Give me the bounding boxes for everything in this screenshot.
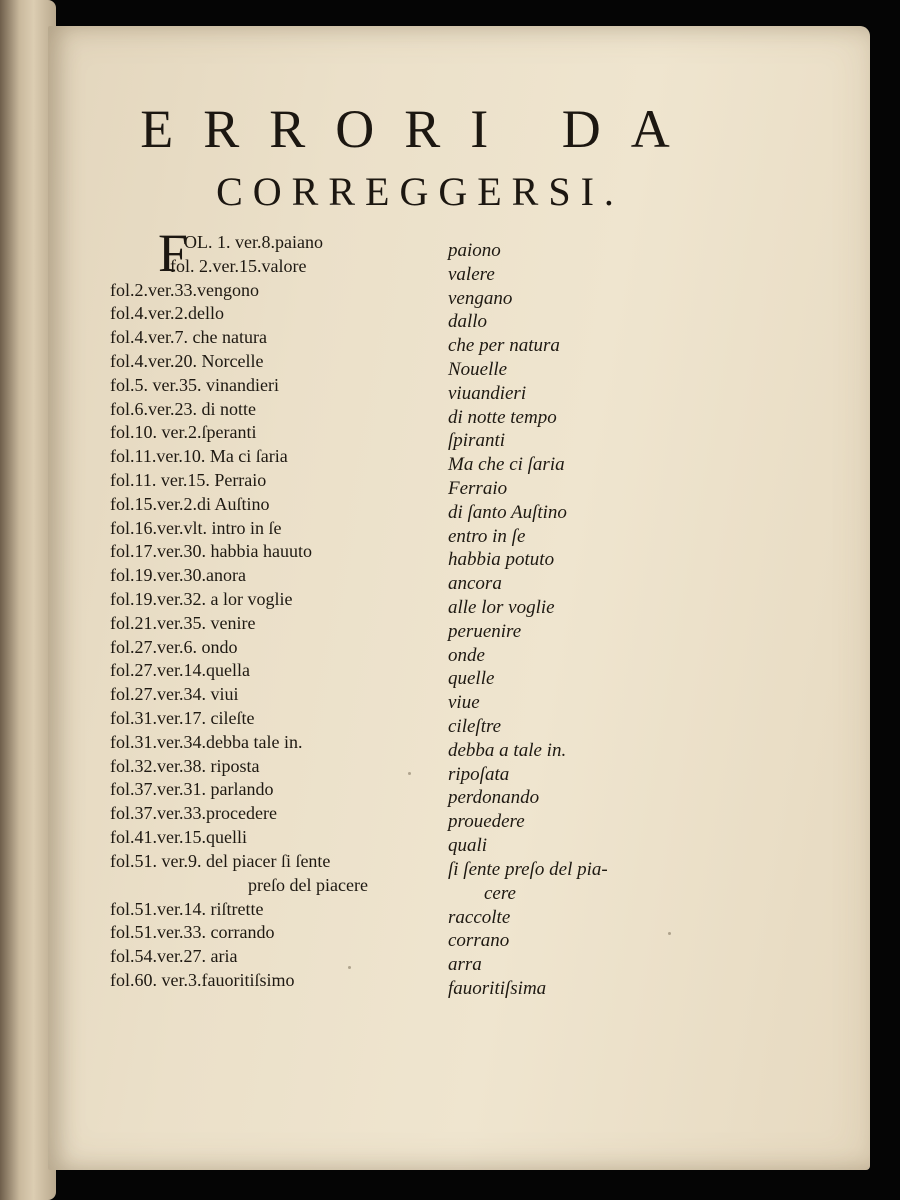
error-text: fol.51. ver.9. del piacer ſi ſente [110,850,331,871]
errata-row [108,660,768,690]
correction-text: che per natura [448,335,560,357]
error-text: fol.54.ver.27. aria [110,946,238,967]
error-text: fol.11. ver.15. Perraio [110,469,267,490]
correction-text: di notte tempo [448,406,557,428]
errata-row [108,350,768,380]
error-text: fol.37.ver.33.procedere [110,803,277,824]
errata-row [108,612,768,642]
error-text: fol.27.ver.14.quella [110,660,250,681]
correction-text: ripoſata [448,763,510,785]
errata-list [108,223,768,999]
errata-row [108,493,768,523]
title-line-2: CORREGGERSI. [216,169,624,214]
errata-row [108,422,768,452]
correction-text: prouedere [448,811,525,833]
drop-cap: F [158,223,189,283]
correction-text: alle lor voglie [448,596,555,618]
error-text: fol.4.ver.20. Norcelle [110,350,264,371]
errata-row [108,517,768,547]
errata-row-continuation [108,874,768,904]
errata-row [108,327,768,357]
errata-row [108,779,768,809]
error-text: fol.19.ver.32. a lor voglie [110,588,293,609]
error-text: fol.41.ver.15.quelli [110,826,247,847]
errata-row [108,636,768,666]
errata-row [108,469,768,499]
error-text: fol.4.ver.7. che natura [110,327,267,348]
errata-row [108,303,768,333]
error-text: fol.15.ver.2.di Auſtino [110,493,270,514]
error-text: fol.51.ver.14. riſtrette [110,898,264,919]
correction-text: quelle [448,668,495,690]
errata-heading [110,96,730,218]
errata-row [108,588,768,618]
error-text: fol.2.ver.33.vengono [110,279,259,300]
errata-row [108,755,768,785]
error-text: fol.21.ver.35. venire [110,612,256,633]
error-text: fol.32.ver.38. riposta [110,755,260,776]
correction-text: habbia potuto [448,549,555,571]
correction-text: corrano [448,930,510,952]
errata-row [108,946,768,976]
errata-row [108,969,768,999]
error-text: fol. 2.ver.15.valore [170,255,307,276]
correction-text: arra [448,954,482,976]
correction-text: onde [448,644,485,666]
errata-row [108,279,768,309]
correction-text: ancora [448,573,502,595]
correction-text: viue [448,692,480,714]
correction-text: quali [448,834,488,856]
correction-text: peruenire [448,620,522,642]
errata-row [108,232,768,261]
correction-text: cileſtre [448,715,502,737]
errata-row [108,684,768,714]
error-text: fol.4.ver.2.dello [110,303,224,324]
error-text: fol.31.ver.17. cileſte [110,707,255,728]
error-text: fol.10. ver.2.ſperanti [110,422,257,443]
errata-row [108,565,768,595]
errata-row [108,898,768,928]
error-text: fol.17.ver.30. habbia hauuto [110,541,312,562]
error-text: OL. 1. ver.8.paiano [184,232,323,252]
error-text: fol.6.ver.23. di notte [110,398,256,419]
error-text: fol.27.ver.34. viui [110,684,239,705]
correction-text: entro in ſe [448,525,526,547]
error-text: fol.19.ver.30.anora [110,565,246,586]
error-text: fol.37.ver.31. parlando [110,779,274,800]
errata-row [108,922,768,952]
correction-text: debba a tale in. [448,739,567,761]
correction-text: valere [448,263,495,285]
errata-row [108,803,768,833]
correction-text: ſi ſente preſo del pia- [448,858,608,880]
errata-row [108,707,768,737]
correction-text: Ferraio [448,477,508,499]
errata-row [108,731,768,761]
error-text: fol.27.ver.6. ondo [110,636,238,657]
errata-row [108,255,768,285]
title-line-1: ERRORI DA [140,99,700,159]
correction-text: vengano [448,287,513,309]
error-text: fol.5. ver.35. vinandieri [110,374,279,395]
errata-row [108,446,768,476]
correction-text: dallo [448,311,488,333]
error-text: fol.11.ver.10. Ma ci ſaria [110,446,288,467]
errata-row [108,826,768,856]
correction-text: perdonando [448,787,540,809]
correction-text: cere [484,882,516,904]
errata-row [108,850,768,880]
correction-text: Nouelle [448,358,508,380]
correction-text: fauoritiſsima [448,977,547,999]
error-text: fol.60. ver.3.fauoritiſsimo [110,969,295,990]
error-text: preſo del piacere [248,874,368,895]
correction-text: di ſanto Auſtino [448,501,567,523]
correction-text: viuandieri [448,382,527,404]
correction-text: paiono [448,240,501,261]
correction-text: raccolte [448,906,511,928]
error-text: fol.31.ver.34.debba tale in. [110,731,303,752]
errata-row [108,374,768,404]
correction-text: ſpiranti [448,430,506,452]
error-text: fol.51.ver.33. corrando [110,922,275,943]
errata-row [108,398,768,428]
error-text: fol.16.ver.vlt. intro in ſe [110,517,282,538]
correction-text: Ma che ci ſaria [448,454,565,476]
errata-row [108,541,768,571]
